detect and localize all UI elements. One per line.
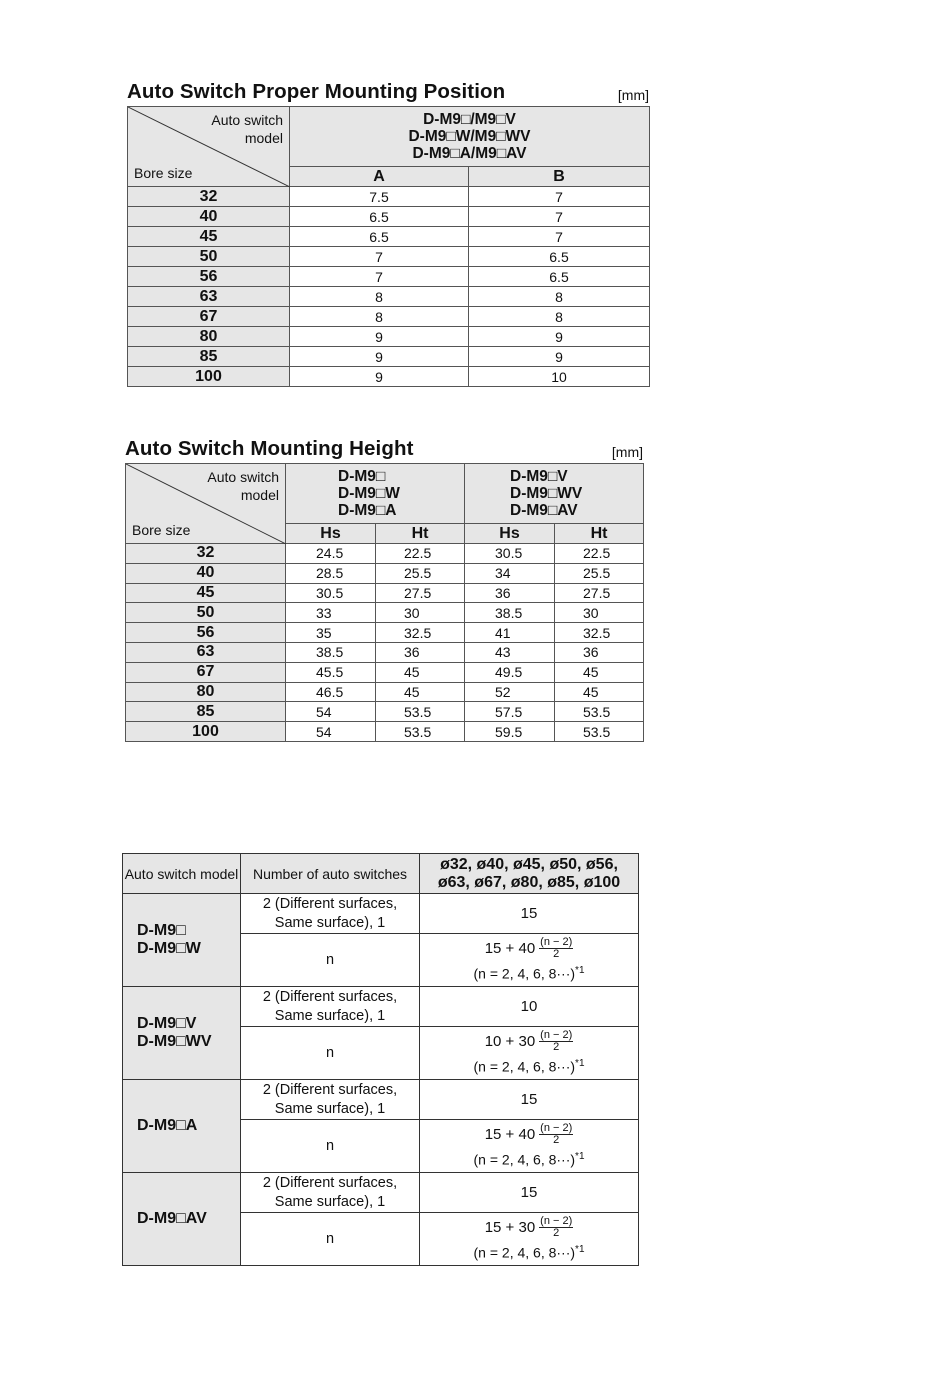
hs-b-cell: 43: [465, 642, 555, 662]
value-a-cell: 9: [290, 327, 469, 347]
hs-b-cell: 57.5: [465, 702, 555, 722]
bore-size-cell: 63: [126, 642, 286, 662]
table-row: [123, 1080, 639, 1120]
header-count: Number of auto switches: [241, 854, 420, 894]
count-n-cell: n: [241, 934, 420, 987]
stroke-n-cell: [420, 934, 639, 987]
table-row: [128, 287, 650, 307]
value-b-cell: 7: [469, 227, 650, 247]
ht-a-cell: 45: [376, 682, 465, 702]
bore-size-cell: 40: [126, 563, 286, 583]
model-name: D-M9□A: [338, 502, 397, 519]
value-b-cell: 7: [469, 207, 650, 227]
fraction: [539, 1216, 573, 1239]
formula-line: [420, 937, 638, 961]
fraction-denominator: 2: [553, 1134, 560, 1147]
bore-size-cell: 50: [128, 247, 290, 267]
value-a-cell: 6.5: [290, 227, 469, 247]
value-b-cell: 10: [469, 367, 650, 387]
count-two-cell: 2 (Different surfaces, Same surface), 1: [241, 894, 420, 934]
n-note-text: (n = 2, 4, 6, 8···): [473, 965, 576, 982]
value-b-cell: 9: [469, 327, 650, 347]
fraction: [539, 1030, 573, 1053]
table-row: [128, 187, 650, 207]
model-group-a: [286, 464, 465, 524]
bore-size-cell: 56: [126, 623, 286, 643]
value-b-cell: 6.5: [469, 247, 650, 267]
fraction-denominator: 2: [553, 948, 560, 961]
table-row: [126, 662, 644, 682]
hs-a-cell: 54: [286, 722, 376, 742]
fraction-numerator: (n − 2): [540, 936, 573, 949]
table-row: [128, 307, 650, 327]
bore-size-cell: 80: [128, 327, 290, 347]
bore-size-cell: 100: [126, 722, 286, 742]
value-b-cell: 9: [469, 347, 650, 367]
fraction-numerator: (n − 2): [540, 1029, 573, 1042]
n-note-text: (n = 2, 4, 6, 8···): [473, 1058, 576, 1075]
value-b-cell: 8: [469, 307, 650, 327]
mounting-position-body: [128, 187, 650, 387]
ht-a-cell: 32.5: [376, 623, 465, 643]
column-header-a: A: [290, 167, 469, 187]
fraction-denominator: 2: [553, 1041, 560, 1054]
n-note-text: (n = 2, 4, 6, 8···): [473, 1244, 576, 1261]
formula-base: 15 + 40: [484, 1125, 536, 1143]
stroke-two-cell: 15: [420, 1173, 639, 1213]
column-header-ht: Ht: [555, 524, 644, 544]
formula-line: [420, 1216, 638, 1240]
hs-a-cell: 33: [286, 603, 376, 623]
value-a-cell: 8: [290, 287, 469, 307]
bore-size-cell: 56: [128, 267, 290, 287]
count-n-cell: n: [241, 1120, 420, 1173]
model-name: D-M9□W/M9□WV: [408, 128, 531, 145]
value-b-cell: 6.5: [469, 267, 650, 287]
mounting-height-unit: [mm]: [611, 444, 643, 460]
table-row: [126, 544, 644, 564]
table-row: [123, 1173, 639, 1213]
mounting-height-header: [125, 437, 643, 461]
fraction-numerator: (n − 2): [540, 1215, 573, 1228]
ht-b-cell: 25.5: [555, 563, 644, 583]
footnote-mark: *1: [575, 1057, 585, 1069]
ht-a-cell: 30: [376, 603, 465, 623]
bore-size-cell: 50: [126, 603, 286, 623]
model-name: D-M9□AV: [510, 502, 578, 519]
fraction-numerator: (n − 2): [540, 1122, 573, 1135]
model-name: D-M9□/M9□V: [423, 111, 516, 128]
ht-b-cell: 32.5: [555, 623, 644, 643]
n-note: [420, 1147, 638, 1170]
ht-a-cell: 53.5: [376, 702, 465, 722]
value-a-cell: 9: [290, 367, 469, 387]
column-header-hs: Hs: [286, 524, 376, 544]
footnote-mark: *1: [575, 1243, 585, 1255]
table-row: [123, 987, 639, 1027]
table-row: [128, 347, 650, 367]
ht-b-cell: 36: [555, 642, 644, 662]
mounting-height-section: [125, 437, 643, 742]
bore-size-cell: 85: [126, 702, 286, 722]
value-a-cell: 8: [290, 307, 469, 327]
value-a-cell: 6.5: [290, 207, 469, 227]
column-header-ht: Ht: [376, 524, 465, 544]
model-group-b: [465, 464, 644, 524]
mounting-height-title: Auto Switch Mounting Height: [125, 437, 414, 460]
ht-b-cell: 30: [555, 603, 644, 623]
count-n-cell: n: [241, 1213, 420, 1266]
table-row: [126, 603, 644, 623]
ht-b-cell: 45: [555, 662, 644, 682]
table-row: [128, 367, 650, 387]
bore-size-cell: 67: [126, 662, 286, 682]
value-b-cell: 7: [469, 187, 650, 207]
mounting-height-body: [126, 544, 644, 742]
table-row: [123, 894, 639, 934]
ht-a-cell: 25.5: [376, 563, 465, 583]
ht-b-cell: 45: [555, 682, 644, 702]
formula-line: [420, 1030, 638, 1054]
stroke-two-cell: 15: [420, 894, 639, 934]
table-row: [126, 583, 644, 603]
hs-b-cell: 34: [465, 563, 555, 583]
bore-size-cell: 85: [128, 347, 290, 367]
hs-a-cell: 45.5: [286, 662, 376, 682]
bore-size-cell: 100: [128, 367, 290, 387]
mounting-position-unit: [mm]: [617, 87, 649, 103]
value-a-cell: 7: [290, 267, 469, 287]
ht-b-cell: 53.5: [555, 722, 644, 742]
bore-size-cell: 80: [126, 682, 286, 702]
hs-a-cell: 30.5: [286, 583, 376, 603]
hs-b-cell: 49.5: [465, 662, 555, 682]
corner-bore-label: Bore size: [132, 522, 191, 538]
hs-b-cell: 41: [465, 623, 555, 643]
ht-b-cell: 53.5: [555, 702, 644, 722]
stroke-two-cell: 10: [420, 987, 639, 1027]
hs-a-cell: 38.5: [286, 642, 376, 662]
ht-a-cell: 22.5: [376, 544, 465, 564]
value-a-cell: 7: [290, 247, 469, 267]
stroke-body: [123, 894, 639, 1266]
hs-b-cell: 38.5: [465, 603, 555, 623]
hs-a-cell: 46.5: [286, 682, 376, 702]
hs-b-cell: 52: [465, 682, 555, 702]
corner-cell: [128, 107, 290, 187]
table-row: [128, 267, 650, 287]
footnote-mark: *1: [575, 964, 585, 976]
corner-bore-label: Bore size: [134, 165, 193, 181]
formula-line: [420, 1123, 638, 1147]
ht-b-cell: 27.5: [555, 583, 644, 603]
n-note: [420, 1054, 638, 1077]
stroke-section: [122, 853, 638, 1266]
ht-b-cell: 22.5: [555, 544, 644, 564]
n-note: [420, 1240, 638, 1263]
model-name: D-M9□WV: [510, 485, 583, 502]
formula-base: 15 + 30: [484, 1218, 536, 1236]
table-row: [126, 722, 644, 742]
hs-a-cell: 28.5: [286, 563, 376, 583]
count-two-cell: 2 (Different surfaces, Same surface), 1: [241, 987, 420, 1027]
model-name: D-M9□W: [338, 485, 400, 502]
stroke-n-cell: [420, 1120, 639, 1173]
header-model: Auto switch model: [123, 854, 241, 894]
table-row: [128, 247, 650, 267]
switch-model-cell: D-M9□V D-M9□WV: [123, 987, 241, 1080]
table-row: [126, 623, 644, 643]
value-b-cell: 8: [469, 287, 650, 307]
mounting-position-section: [127, 80, 649, 387]
stroke-n-cell: [420, 1213, 639, 1266]
hs-a-cell: 54: [286, 702, 376, 722]
n-note: [420, 961, 638, 984]
switch-model-cell: D-M9□AV: [123, 1173, 241, 1266]
bore-size-cell: 67: [128, 307, 290, 327]
fraction: [539, 1123, 573, 1146]
model-name: D-M9□: [338, 468, 386, 485]
table-row: [128, 207, 650, 227]
mounting-position-header: [127, 80, 649, 104]
column-header-b: B: [469, 167, 650, 187]
switch-model-cell: D-M9□A: [123, 1080, 241, 1173]
count-n-cell: n: [241, 1027, 420, 1080]
hs-b-cell: 36: [465, 583, 555, 603]
ht-a-cell: 36: [376, 642, 465, 662]
header-bores: ø32, ø40, ø45, ø50, ø56, ø63, ø67, ø80, ø85, ø100: [420, 854, 639, 894]
corner-model-label: Auto switch model: [207, 469, 279, 503]
hs-b-cell: 59.5: [465, 722, 555, 742]
table-row: [126, 563, 644, 583]
table-row: [128, 227, 650, 247]
bore-size-cell: 63: [128, 287, 290, 307]
model-header: [290, 107, 650, 167]
table-row: [126, 682, 644, 702]
count-two-cell: 2 (Different surfaces, Same surface), 1: [241, 1080, 420, 1120]
hs-b-cell: 30.5: [465, 544, 555, 564]
value-a-cell: 9: [290, 347, 469, 367]
table-row: [126, 702, 644, 722]
stroke-two-cell: 15: [420, 1080, 639, 1120]
mounting-position-title: Auto Switch Proper Mounting Position: [127, 80, 506, 103]
corner-model-label: Auto switch model: [211, 112, 283, 146]
formula-base: 10 + 30: [484, 1032, 536, 1050]
ht-a-cell: 53.5: [376, 722, 465, 742]
model-name: D-M9□V: [510, 468, 568, 485]
bore-size-cell: 32: [126, 544, 286, 564]
value-a-cell: 7.5: [290, 187, 469, 207]
switch-model-cell: D-M9□ D-M9□W: [123, 894, 241, 987]
column-header-hs: Hs: [465, 524, 555, 544]
table-row: [126, 642, 644, 662]
corner-cell: [126, 464, 286, 544]
hs-a-cell: 35: [286, 623, 376, 643]
model-name: D-M9□A/M9□AV: [412, 145, 527, 162]
ht-a-cell: 45: [376, 662, 465, 682]
formula-base: 15 + 40: [484, 939, 536, 957]
mounting-height-table: [125, 463, 644, 742]
hs-a-cell: 24.5: [286, 544, 376, 564]
ht-a-cell: 27.5: [376, 583, 465, 603]
bore-size-cell: 45: [128, 227, 290, 247]
stroke-n-cell: [420, 1027, 639, 1080]
stroke-table: [122, 853, 639, 1266]
count-two-cell: 2 (Different surfaces, Same surface), 1: [241, 1173, 420, 1213]
mounting-position-table: [127, 106, 650, 387]
bore-size-cell: 40: [128, 207, 290, 227]
footnote-mark: *1: [575, 1150, 585, 1162]
bore-size-cell: 32: [128, 187, 290, 207]
fraction: [539, 937, 573, 960]
n-note-text: (n = 2, 4, 6, 8···): [473, 1151, 576, 1168]
bore-size-cell: 45: [126, 583, 286, 603]
table-row: [128, 327, 650, 347]
fraction-denominator: 2: [553, 1227, 560, 1240]
